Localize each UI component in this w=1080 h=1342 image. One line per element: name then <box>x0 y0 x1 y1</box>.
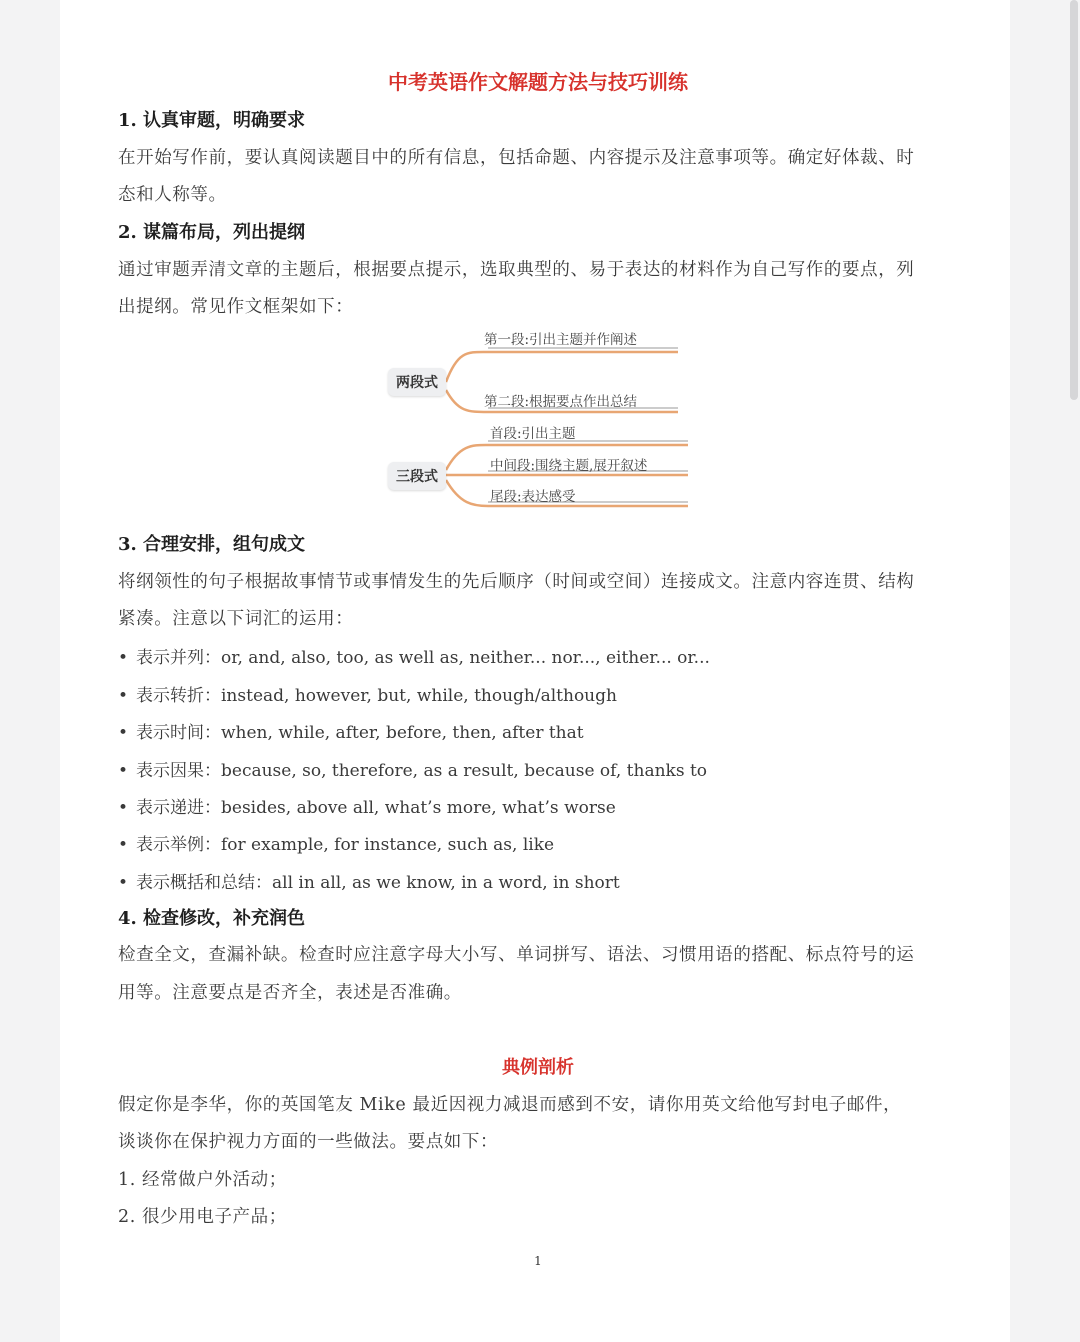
essay-structure-mindmap <box>388 320 688 520</box>
mindmap-leaf: 首段:引出主题 <box>490 426 576 442</box>
mindmap-node-two-paragraph: 两段式 <box>388 368 446 396</box>
section-1-line-2: 态和人称等。 <box>118 185 227 205</box>
list-item: • 表示因果：because, so, therefore, as a result, because of, thanks to <box>118 761 708 781</box>
list-item: • 表示递进：besides, above all, what’s more, what’s worse <box>118 798 616 818</box>
section-1-line-1: 在开始写作前，要认真阅读题目中的所有信息，包括命题、内容提示及注意事项等。确定好体裁、时 <box>118 148 915 168</box>
list-item: • 表示举例：for example, for instance, such as, like <box>118 835 555 855</box>
mindmap-leaf: 尾段:表达感受 <box>490 489 576 505</box>
section-4-line-2: 用等。注意要点是否齐全，表述是否准确。 <box>118 983 462 1003</box>
list-item: • 表示概括和总结：all in all, as we know, in a word, in short <box>118 873 620 893</box>
example-line-1: 假定你是李华，你的英国笔友 Mike 最近因视力减退而感到不安，请你用英文给他写封电子邮件， <box>118 1095 902 1115</box>
list-item: • 表示并列：or, and, also, too, as well as, neither... nor..., either... or... <box>118 648 710 668</box>
document-title: 中考英语作文解题方法与技巧训练 <box>388 70 688 94</box>
section-3-line-2: 紧凑。注意以下词汇的运用： <box>118 609 354 629</box>
mindmap-leaf: 中间段:围绕主题,展开叙述 <box>490 458 648 474</box>
section-heading-4: 4. 检查修改，补充润色 <box>118 908 306 929</box>
mindmap-leaf: 第一段:引出主题并作阐述 <box>484 332 638 348</box>
section-4-line-1: 检查全文，查漏补缺。检查时应注意字母大小写、单词拼写、语法、习惯用语的搭配、标点符号的运 <box>118 945 915 965</box>
section-2-line-2: 出提纲。常见作文框架如下： <box>118 297 354 317</box>
document-page <box>60 0 1010 1342</box>
example-heading: 典例剖析 <box>502 1057 574 1078</box>
mindmap-leaf: 第二段:根据要点作出总结 <box>484 394 638 410</box>
example-line-2: 谈谈你在保护视力方面的一些做法。要点如下： <box>118 1132 499 1152</box>
page-number: 1 <box>534 1254 542 1268</box>
list-item: • 表示时间：when, while, after, before, then, after that <box>118 723 584 743</box>
example-point-1: 1. 经常做户外活动； <box>118 1170 287 1190</box>
list-item: • 表示转折：instead, however, but, while, though/although <box>118 686 617 706</box>
section-heading-2: 2. 谋篇布局，列出提纲 <box>118 222 306 243</box>
mindmap-node-three-paragraph: 三段式 <box>388 462 446 490</box>
section-heading-1: 1. 认真审题，明确要求 <box>118 110 306 131</box>
scrollbar-thumb[interactable] <box>1070 0 1078 400</box>
section-heading-3: 3. 合理安排，组句成文 <box>118 534 306 555</box>
section-2-line-1: 通过审题弄清文章的主题后，根据要点提示，选取典型的、易于表达的材料作为自己写作的要点，列 <box>118 260 915 280</box>
example-point-2: 2. 很少用电子产品； <box>118 1207 287 1227</box>
section-3-line-1: 将纲领性的句子根据故事情节或事情发生的先后顺序（时间或空间）连接成文。注意内容连贯、结构 <box>118 572 915 592</box>
